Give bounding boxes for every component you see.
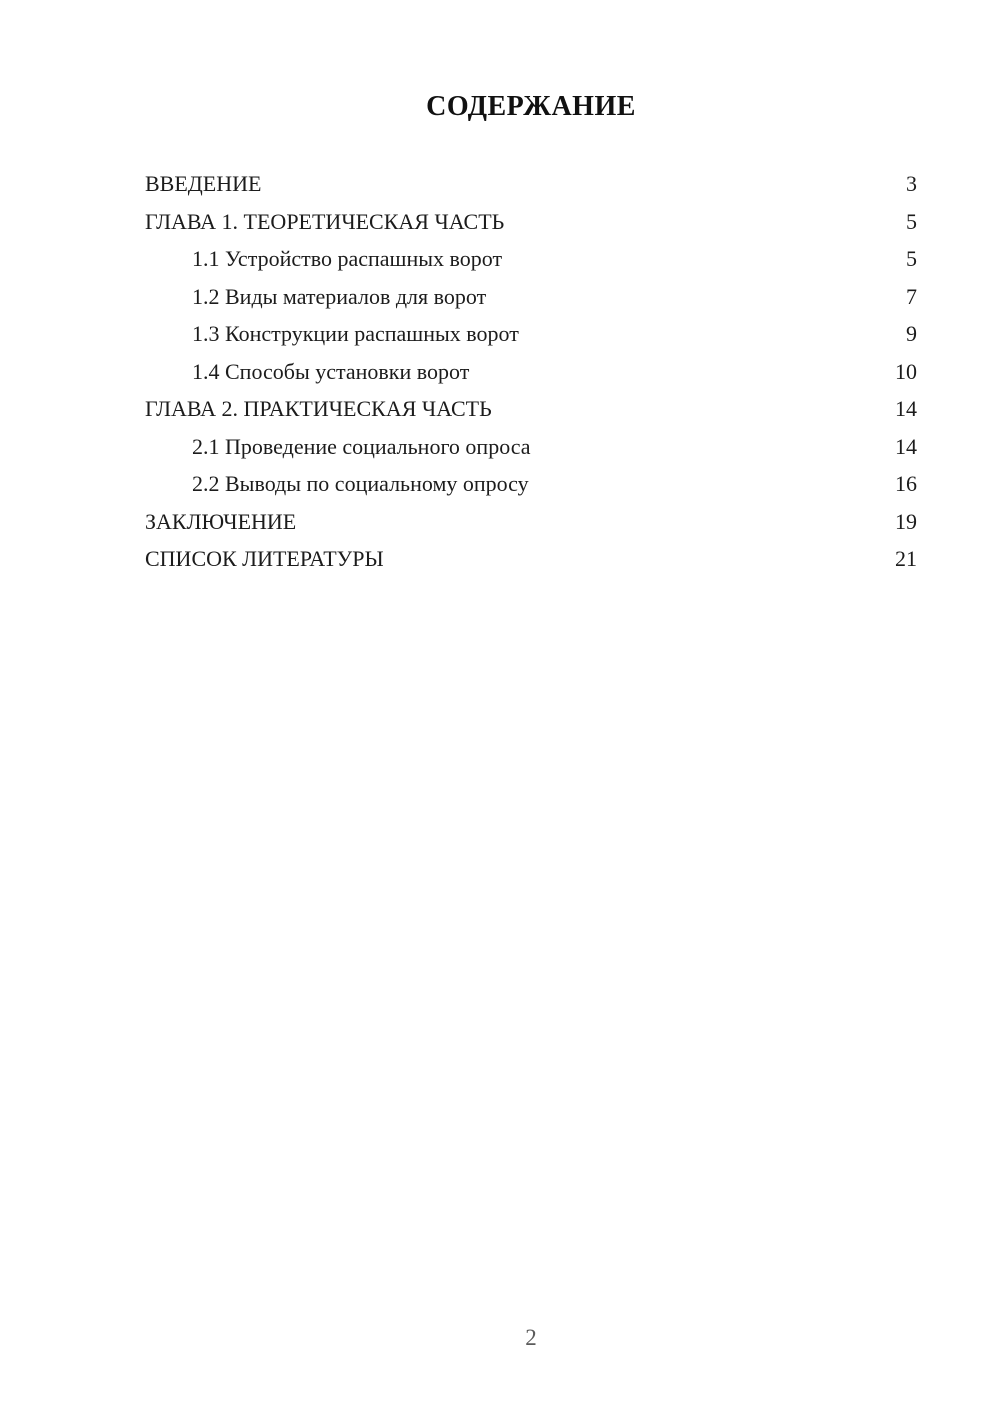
toc-entry	[145, 540, 917, 578]
toc-entry-page-number: 21	[895, 546, 917, 571]
toc-entry	[145, 278, 917, 316]
footer-page-number: 2	[525, 1325, 537, 1350]
toc-entry	[145, 390, 917, 428]
toc-entry-page-number: 5	[906, 246, 917, 271]
toc-entry-label: СПИСОК ЛИТЕРАТУРЫ	[145, 546, 384, 571]
toc-entry-label: ЗАКЛЮЧЕНИЕ	[145, 508, 297, 534]
toc-entry-label: ГЛАВА 2. ПРАКТИЧЕСКАЯ ЧАСТЬ	[145, 396, 492, 421]
toc-entry-page-number: 9	[906, 321, 917, 346]
toc-entry-page-number: 16	[895, 471, 917, 496]
toc-entry-label: ГЛАВА 1. ТЕОРЕТИЧЕСКАЯ ЧАСТЬ	[145, 208, 505, 234]
toc-entry	[145, 315, 917, 353]
toc-entry-page-number: 5	[906, 208, 917, 234]
toc-entry	[145, 165, 917, 203]
toc-entry-label: 1.3 Конструкции распашных ворот	[192, 321, 519, 346]
toc-entry-page-number: 19	[895, 508, 917, 534]
toc-entry-page-number: 14	[895, 396, 917, 421]
toc-entry	[145, 465, 917, 503]
page-title: СОДЕРЖАНИЕ	[426, 91, 636, 122]
toc-entry-label: 2.2 Выводы по социальному опросу	[192, 471, 529, 496]
toc-entry	[145, 203, 917, 241]
toc-entry	[145, 353, 917, 391]
toc-entry	[145, 428, 917, 466]
toc-entry-page-number: 10	[895, 358, 917, 384]
toc-entry-page-number: 3	[906, 171, 917, 196]
toc-entry	[145, 240, 917, 278]
toc-entry-page-number: 14	[895, 433, 917, 459]
toc-entry-label: 1.4 Способы установки ворот	[192, 358, 470, 384]
document-content	[145, 0, 917, 578]
toc-entry-label: 1.2 Виды материалов для ворот	[192, 283, 487, 309]
toc-entry-page-number: 7	[906, 283, 917, 309]
toc-entry-label: 1.1 Устройство распашных ворот	[192, 246, 503, 271]
table-of-contents	[145, 165, 917, 578]
toc-entry-label: 2.1 Проведение социального опроса	[192, 433, 531, 459]
toc-entry	[145, 503, 917, 541]
toc-entry-label: ВВЕДЕНИЕ	[145, 171, 262, 196]
